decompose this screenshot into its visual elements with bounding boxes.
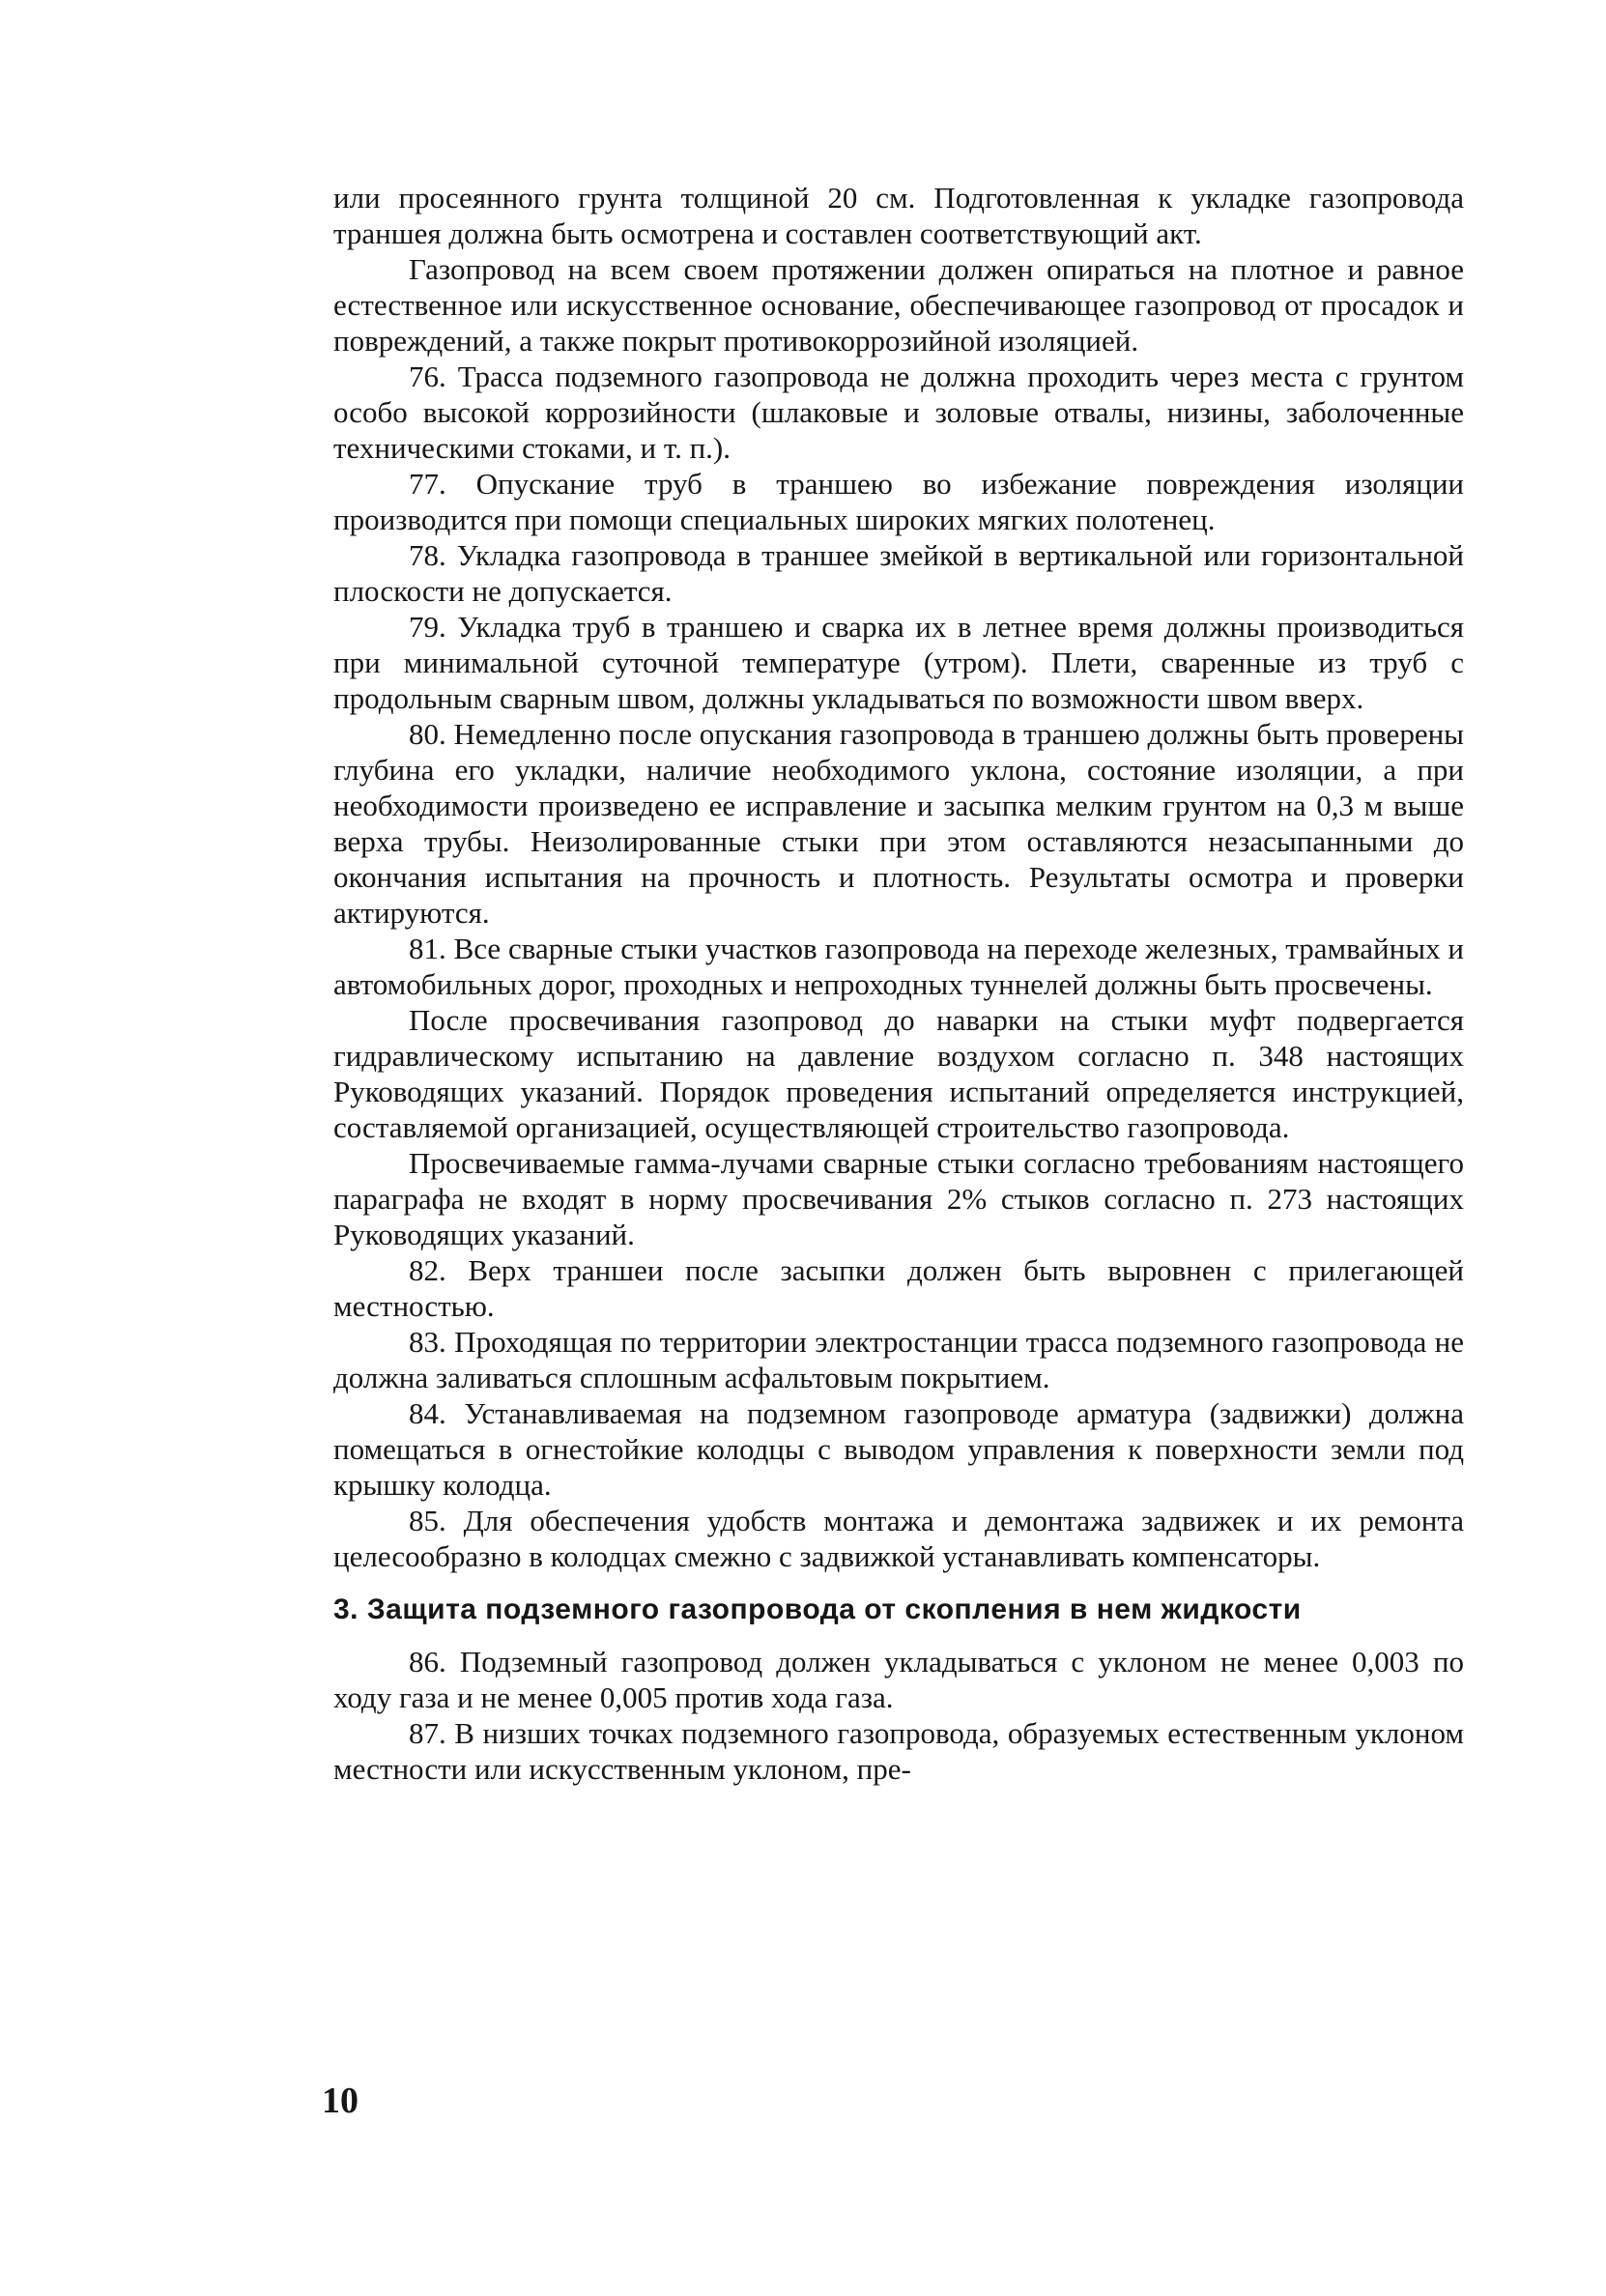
paragraph-foundation: Газопровод на всем своем протяжении должен опираться на плотное и равное естественное или искусственное основание, обеспечивающее газопровод от просадок и повреждений, а также покрыт противокоррозийной изоляцией. — [333, 252, 1464, 358]
paragraph-81: 81. Все сварные стыки участков газопровода на переходе железных, трамвайных и автомобильных дорог, проходных и непроходных туннелей должны быть просвечены. — [333, 932, 1464, 1001]
paragraph-86: 86. Подземный газопровод должен укладываться с уклоном не менее 0,003 по ходу газа и не менее 0,005 против хода газа. — [333, 1645, 1464, 1714]
paragraph-85: 85. Для обеспечения удобств монтажа и демонтажа задвижек и их ремонта целесообразно в колодцах смежно с задвижкой устанавливать компенсаторы. — [333, 1504, 1464, 1573]
paragraph-80: 80. Немедленно после опускания газопровода в траншею должны быть проверены глубина его укладки, наличие необходимого уклона, состояние изоляции, а при необходимости произведено ее исправление и засыпка мелким грунтом на 0,3 м выше верха трубы. Неизолированные стыки при этом оставляются незасыпанными до окончания испытания на прочность и плотность. Результаты осмотра и проверки актируются. — [333, 717, 1464, 930]
paragraph-87: 87. В низших точках подземного газопровода, образуемых естественным уклоном местности или искусственным уклоном, пре- — [333, 1716, 1464, 1786]
paragraph-82: 82. Верх траншеи после засыпки должен быть выровнен с прилегающей местностью. — [333, 1253, 1464, 1323]
page-number: 10 — [322, 2081, 358, 2121]
section-heading: 3. Защита подземного газопровода от скопления в нем жидкости — [333, 1593, 1302, 1625]
paragraph-79: 79. Укладка труб в траншею и сварка их в летнее время должны производиться при минимальной суточной температуре (утром). Плети, сваренные из труб с продольным сварным швом, должны укладываться по возможности швом вверх. — [333, 610, 1464, 715]
document-page — [333, 180, 1464, 1787]
paragraph-gamma-ray: Просвечиваемые гамма-лучами сварные стыки согласно требованиям настоящего параграфа не входят в норму просвечивания 2% стыков согласно п. 273 настоящих Руководящих указаний. — [333, 1146, 1464, 1251]
paragraph-78: 78. Укладка газопровода в траншее змейкой в вертикальной или горизонтальной плоскости не допускается. — [333, 538, 1464, 608]
paragraph-76: 76. Трасса подземного газопровода не должна проходить через места с грунтом особо высокой коррозийности (шлаковые и золовые отвалы, низины, заболоченные техническими стоками, и т. п.). — [333, 359, 1464, 465]
paragraph-continuation: или просеянного грунта толщиной 20 см. Подготовленная к укладке газопровода траншея должна быть осмотрена и составлен соответствующий акт. — [333, 181, 1464, 250]
paragraph-83: 83. Проходящая по территории электростанции трасса подземного газопровода не должна заливаться сплошным асфальтовым покрытием. — [333, 1325, 1464, 1394]
paragraph-after-xray: После просвечивания газопровод до наварки на стыки муфт подвергается гидравлическому испытанию на давление воздухом согласно п. 348 настоящих Руководящих указаний. Порядок проведения испытаний определяется инструкцией, составляемой организацией, осуществляющей строительство газопровода. — [333, 1003, 1464, 1144]
paragraph-84: 84. Устанавливаемая на подземном газопроводе арматура (задвижки) должна помещаться в огнестойкие колодцы с выводом управления к поверхности земли под крышку колодца. — [333, 1396, 1464, 1502]
paragraph-77: 77. Опускание труб в траншею во избежание повреждения изоляции производится при помощи специальных широких мягких полотенец. — [333, 467, 1464, 536]
